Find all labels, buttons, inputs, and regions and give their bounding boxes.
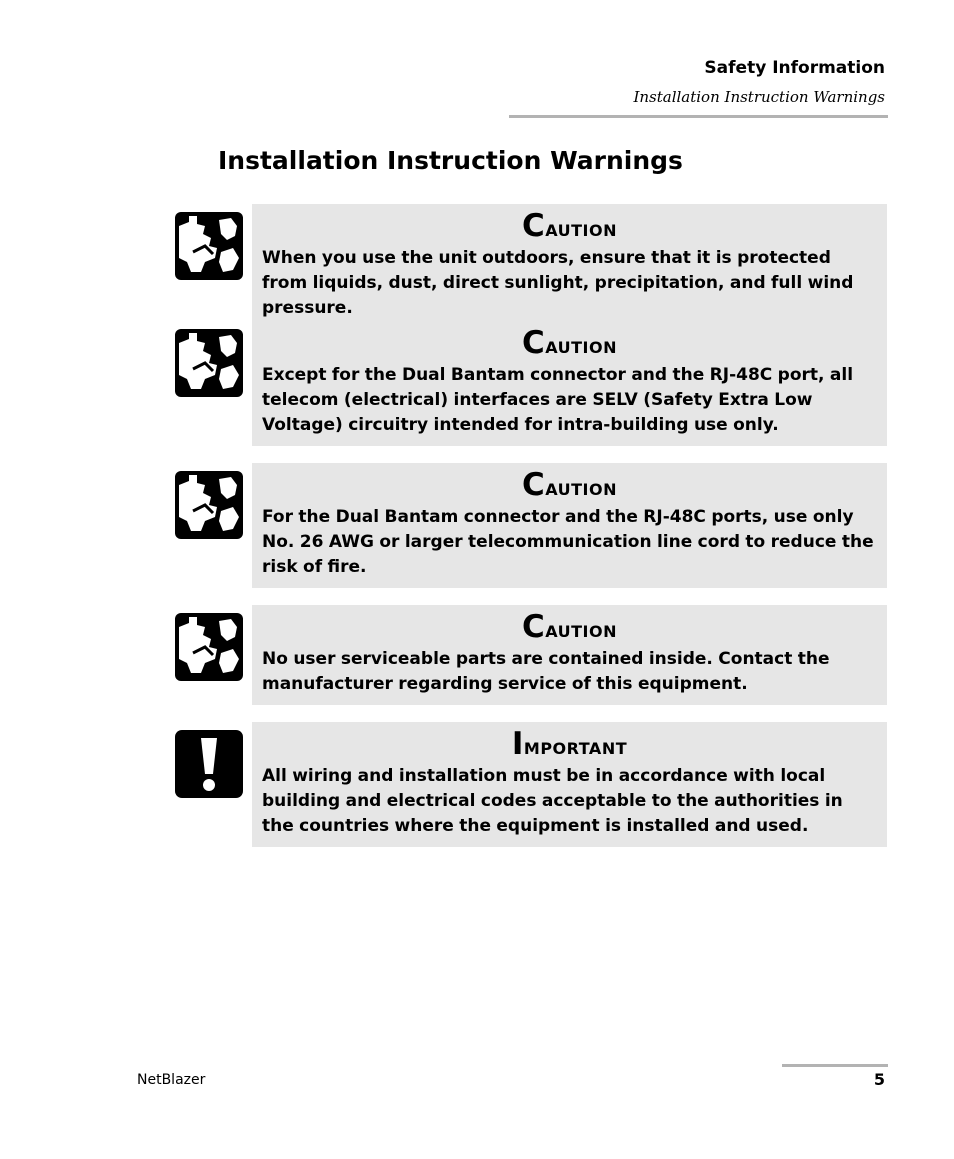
important-heading: Important: [511, 726, 628, 762]
header-rule: [509, 115, 888, 118]
caution-text: Except for the Dual Bantam connector and the RJ-48C port, all telecom (electrical) interfaces are SELV (Safety Extra Low Voltage) circuitry intended for intra-building use only.: [262, 365, 854, 435]
footer-rule: [782, 1064, 888, 1067]
running-header-title: Safety Information: [704, 58, 885, 78]
caution-heading: Caution: [521, 467, 617, 503]
caution-heading: Caution: [521, 609, 617, 645]
caution-text: For the Dual Bantam connector and the RJ-48C ports, use only No. 26 AWG or larger telecommunication line cord to reduce the risk of fire.: [262, 507, 874, 577]
caution-heading: Caution: [521, 325, 617, 361]
page-number: 5: [873, 1070, 885, 1089]
running-header-subtitle: Installation Instruction Warnings: [633, 88, 885, 106]
caution-text: When you use the unit outdoors, ensure that it is protected from liquids, dust, direct sunlight, precipitation, and full wind pressure.: [262, 248, 854, 318]
footer-product-name: NetBlazer: [137, 1072, 206, 1088]
caution-heading: Caution: [521, 208, 617, 244]
caution-hand-icon: [175, 329, 243, 397]
caution-hand-icon: [175, 613, 243, 681]
exclamation-icon: [175, 730, 243, 798]
caution-box: [252, 321, 887, 446]
caution-box: [252, 204, 887, 329]
caution-hand-icon: [175, 471, 243, 539]
section-title: Installation Instruction Warnings: [218, 146, 683, 175]
caution-box: [252, 605, 887, 705]
important-text: All wiring and installation must be in accordance with local building and electrical codes acceptable to the authorities in the countries where the equipment is installed and used.: [262, 766, 843, 836]
caution-box: [252, 463, 887, 588]
important-box: [252, 722, 887, 847]
caution-hand-icon: [175, 212, 243, 280]
caution-text: No user serviceable parts are contained inside. Contact the manufacturer regarding service of this equipment.: [262, 649, 830, 694]
